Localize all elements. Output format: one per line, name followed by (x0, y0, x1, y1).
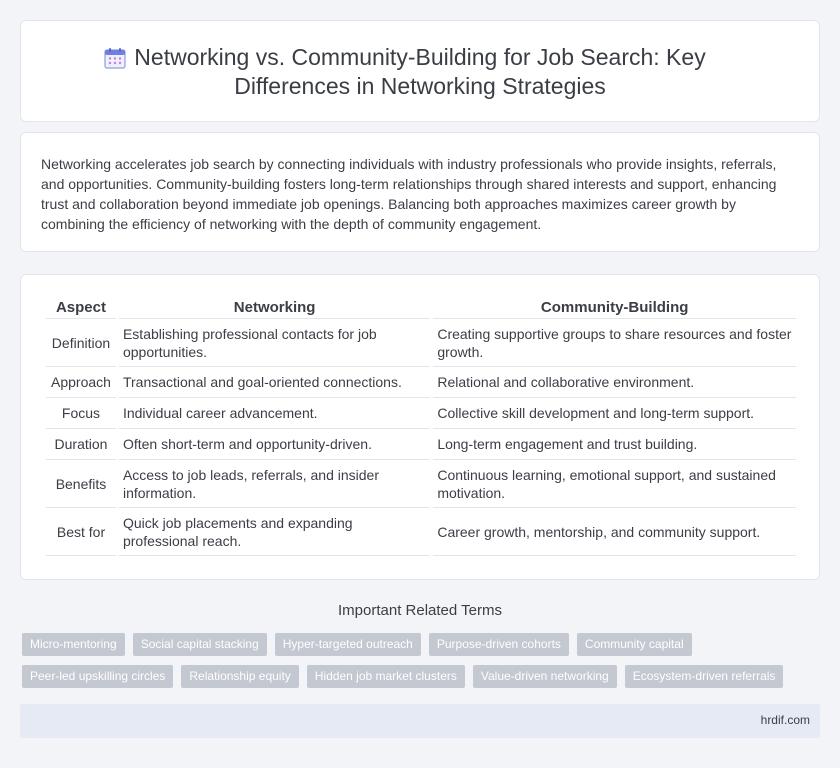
table-row (46, 460, 796, 508)
intro-card (20, 132, 820, 252)
page-title-line1: Networking vs. Community-Building for Job Search: Key (134, 44, 706, 70)
related-term-tag[interactable]: Social capital stacking (133, 633, 267, 656)
related-term-tag[interactable]: Community capital (577, 633, 692, 656)
table-row (46, 319, 796, 367)
tag-row (22, 633, 822, 656)
footer-site-link[interactable]: hrdif.com (760, 713, 810, 727)
cell-aspect: Definition (46, 319, 116, 367)
cell-networking: Often short-term and opportunity-driven. (119, 429, 430, 460)
table-row (46, 367, 796, 398)
cell-community: Continuous learning, emotional support, and sustained motivation. (433, 460, 796, 508)
title-card (20, 20, 820, 122)
related-term-tag[interactable]: Peer-led upskilling circles (22, 665, 173, 688)
cell-aspect: Focus (46, 398, 116, 429)
related-term-tag[interactable]: Micro-mentoring (22, 633, 125, 656)
related-term-tag[interactable]: Ecosystem-driven referrals (625, 665, 784, 688)
cell-networking: Access to job leads, referrals, and insider information. (119, 460, 430, 508)
cell-community: Relational and collaborative environment. (433, 367, 796, 398)
cell-networking: Quick job placements and expanding professional reach. (119, 508, 430, 556)
related-term-tag[interactable]: Hidden job market clusters (307, 665, 465, 688)
related-term-tag[interactable]: Hyper-targeted outreach (275, 633, 421, 656)
intro-paragraph: Networking accelerates job search by connecting individuals with industry professionals who provide insights, referrals, and opportunities. Community-building fosters long-term relationships through shared interests and support, enhancing trust and collaboration beyond immediate job openings. Balancing both approaches maximizes career growth by combining the efficiency of networking with the depth of community engagement. (41, 156, 777, 232)
page-title (21, 43, 819, 101)
cell-networking: Individual career advancement. (119, 398, 430, 429)
header-networking: Networking (119, 295, 430, 319)
related-term-tag[interactable]: Relationship equity (181, 665, 298, 688)
page-title-line2: Differences in Networking Strategies (234, 73, 606, 99)
related-term-tag[interactable]: Value-driven networking (473, 665, 617, 688)
cell-networking: Establishing professional contacts for job opportunities. (119, 319, 430, 367)
related-term-tag[interactable]: Purpose-driven cohorts (429, 633, 569, 656)
tag-row (22, 665, 822, 688)
table-row (46, 429, 796, 460)
cell-aspect: Duration (46, 429, 116, 460)
related-terms (22, 633, 822, 697)
cell-aspect: Benefits (46, 460, 116, 508)
cell-community: Career growth, mentorship, and community support. (433, 508, 796, 556)
cell-community: Collective skill development and long-term support. (433, 398, 796, 429)
comparison-table (43, 295, 799, 556)
table-row (46, 398, 796, 429)
footer (20, 704, 820, 738)
header-community-building: Community-Building (433, 295, 796, 319)
header-aspect: Aspect (46, 295, 116, 319)
cell-networking: Transactional and goal-oriented connections. (119, 367, 430, 398)
cell-aspect: Approach (46, 367, 116, 398)
cell-community: Creating supportive groups to share resources and foster growth. (433, 319, 796, 367)
cell-aspect: Best for (46, 508, 116, 556)
table-row (46, 508, 796, 556)
related-terms-title: Important Related Terms (338, 602, 502, 619)
table-header-row (46, 295, 796, 319)
comparison-table-card (20, 274, 820, 580)
cell-community: Long-term engagement and trust building. (433, 429, 796, 460)
